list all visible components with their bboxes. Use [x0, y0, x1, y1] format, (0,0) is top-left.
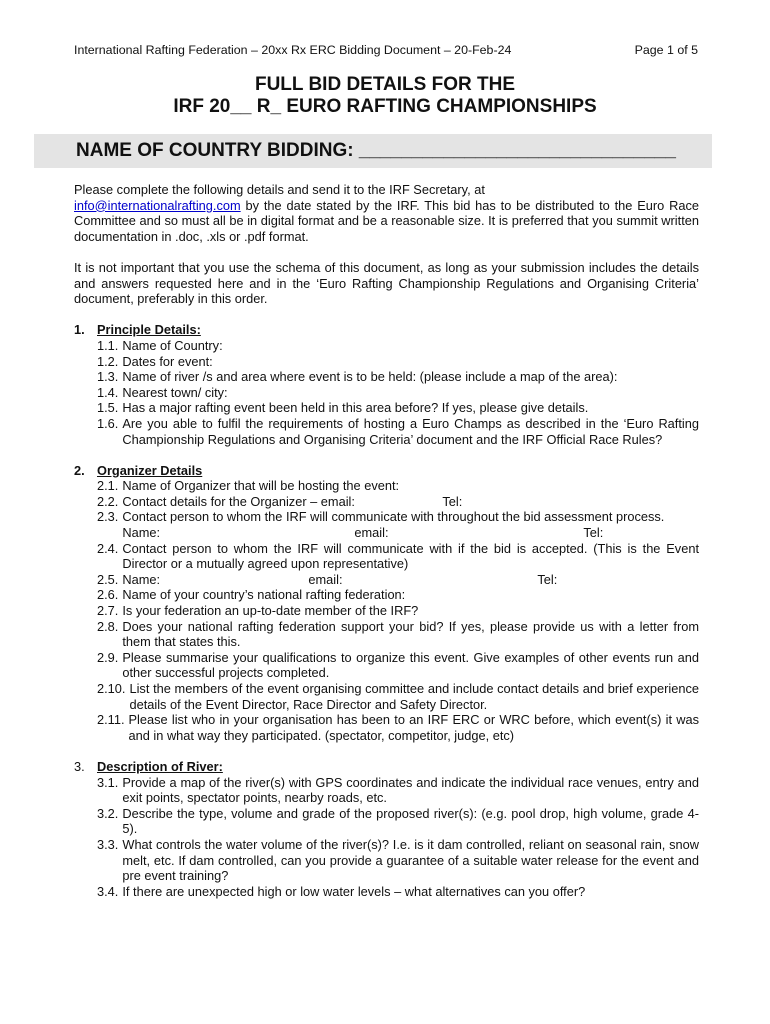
list-item: 2.10. List the members of the event organising committee and include contact details and brief experience details of the Event Director, Race Director and Safety Director. — [97, 681, 699, 712]
list-item: 3.1. Provide a map of the river(s) with GPS coordinates and indicate the individual race venues, entry and exit points, spectator points, nearby roads, etc. — [97, 774, 699, 806]
list-item: 2.9. Please summarise your qualifications to organize this event. Give examples of other events run and other successful projects completed. — [97, 649, 699, 681]
list-item: 1.5. Has a major rafting event been held in this area before? If yes, please give details. — [97, 400, 589, 416]
section-heading — [74, 463, 699, 479]
document-title-line2: IRF 20__ R_ EURO RAFTING CHAMPIONSHIPS — [173, 96, 597, 117]
list-item: 2.7. Is your federation an up-to-date member of the IRF? — [97, 603, 419, 619]
intro-text-before-email: Please complete the following details and send it to the IRF Secretary, at — [74, 182, 485, 197]
list-item: 2.4. Contact person to whom the IRF will communicate with if the bid is accepted. (This is the Event Director or a mutually agreed upon representative) — [97, 540, 699, 572]
list-item: 1.6. Are you able to fulfil the requirements of hosting a Euro Champs as described in the ‘Euro Rafting Championship Regulations and Organising Criteria’ document and the IRF Official Race Rules? — [97, 415, 699, 447]
section-number: 1. — [74, 322, 85, 338]
list-item: 2.11. Please list who in your organisation has been to an IRF ERC or WRC before, which event(s) it was and in what way they participated. (spectator, competitor, judge, etc) — [97, 712, 699, 743]
section-title: Principle Details: — [97, 322, 201, 338]
list-item: 3.3. What controls the water volume of the river(s)? I.e. is it dam controlled, reliant on seasonal rain, snow melt, etc. If dam controlled, can you provide a guarantee of a suitable water release for the event and pre event training? — [97, 836, 699, 884]
list-item: 2.1. Name of Organizer that will be hosting the event: — [97, 478, 400, 494]
list-item: 1.2. Dates for event: — [97, 353, 213, 369]
section-number: 3. — [74, 758, 85, 774]
list-item: 2.2. Contact details for the Organizer – email: Tel: — [97, 493, 463, 509]
list-item: 2.8. Does your national rafting federation support your bid? If yes, please provide us with a letter from them that states this. — [97, 618, 699, 650]
document-title-line1: FULL BID DETAILS FOR THE — [254, 74, 515, 95]
secretary-email-link[interactable]: info@internationalrafting.com — [74, 197, 241, 213]
section-title: Organizer Details — [97, 462, 203, 478]
intro-paragraph-1 — [74, 182, 699, 244]
section-title: Description of River: — [97, 758, 223, 774]
list-item: 1.1. Name of Country: — [97, 337, 223, 353]
list-item: 2.6. Name of your country’s national rafting federation: — [97, 587, 406, 603]
list-item: 3.2. Describe the type, volume and grade of the proposed river(s): (e.g. pool drop, high volume, grade 4-5). — [97, 805, 699, 837]
list-item: 2.3. Contact person to whom the IRF will communicate with throughout the bid assessment process. Name: email: Tel: — [97, 509, 665, 541]
list-item: 3.4. If there are unexpected high or low water levels – what alternatives can you offer? — [97, 883, 586, 899]
section-number: 2. — [74, 462, 85, 478]
document-body — [74, 182, 699, 899]
country-banner: NAME OF COUNTRY BIDDING: ______________________________ — [76, 140, 676, 161]
section-heading — [74, 322, 699, 338]
list-item: 1.4. Nearest town/ city: — [97, 384, 228, 400]
intro-paragraph-2: It is not important that you use the schema of this document, as long as your submission includes the details and answers requested here and in the ‘Euro Rafting Championship Regulations and Organising Criteria’ document, preferably in this order. — [74, 259, 699, 307]
section-heading — [74, 759, 699, 775]
header-title: International Rafting Federation – 20xx Rx ERC Bidding Document – 20-Feb-24 — [74, 43, 512, 57]
page-number: Page 1 of 5 — [634, 43, 698, 57]
list-item: 1.3. Name of river /s and area where event is to be held: (please include a map of the area): — [97, 369, 618, 385]
intro-text-after-email: by the date stated by the IRF. This bid has to be distributed to the Euro Race Committee and so must all be in digital format and be a reasonable size. It is preferred that you summit written documentation in .doc, .xls or .pdf format. — [74, 197, 699, 244]
list-item: 2.5. Name: email: Tel: — [97, 571, 558, 587]
